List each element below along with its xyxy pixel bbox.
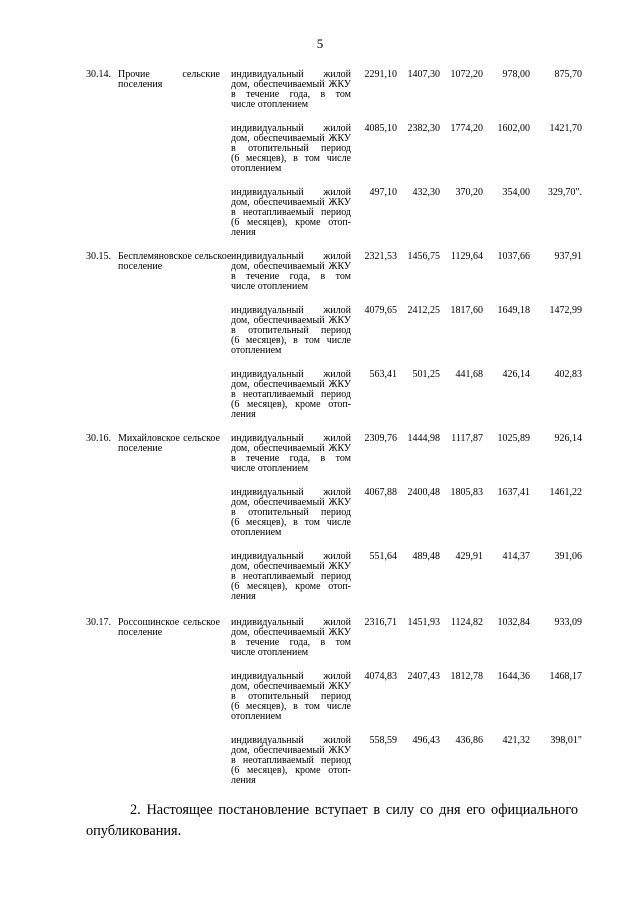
tariff-value: 2309,76 (364, 433, 397, 444)
housing-description-line: дом, обеспечиваемый ЖКУ (231, 443, 351, 454)
housing-description-line: в течение года, в том (231, 637, 351, 648)
housing-description-line: индивидуальный жилой (231, 187, 351, 198)
housing-description-line: в течение года, в том (231, 89, 351, 100)
housing-description-line: ления (231, 227, 256, 238)
tariff-value: 496,43 (412, 735, 440, 746)
housing-description-line: индивидуальный жилой (231, 671, 351, 682)
settlement-name (118, 251, 232, 272)
tariff-value: 421,32 (502, 735, 530, 746)
tariff-value: 1774,20 (450, 123, 483, 134)
tariff-value: 4067,88 (364, 487, 397, 498)
housing-description-line: дом, обеспечиваемый ЖКУ (231, 79, 351, 90)
tariff-value: 558,59 (369, 735, 397, 746)
housing-description-line: дом, обеспечиваемый ЖКУ (231, 497, 351, 508)
tariff-value: 414,37 (502, 551, 530, 562)
housing-description-line: числе отоплением (231, 281, 309, 292)
settlement-name-line: Россошинское сельское (118, 617, 220, 628)
tariff-value: 4074,83 (364, 671, 397, 682)
tariff-value: 497,10 (369, 187, 397, 198)
tariff-value: 563,41 (369, 369, 397, 380)
tariff-value: 1421,70 (549, 123, 582, 134)
row-number: 30.14. (86, 69, 111, 80)
housing-description-line: (6 месяцев), в том числе (231, 153, 351, 164)
tariff-value: 1037,66 (497, 251, 530, 262)
housing-description-line: (6 месяцев), кроме отоп- (231, 581, 351, 592)
settlement-name (118, 434, 220, 454)
tariff-value: 1124,82 (450, 617, 483, 628)
tariff-value: 1805,83 (450, 487, 483, 498)
tariff-value: 937,91 (554, 251, 582, 262)
housing-description-line: ления (231, 775, 256, 786)
closing-clause-line-1: 2. Настоящее постановление вступает в силу со дня его официального (130, 802, 578, 818)
tariff-value: 1407,30 (407, 69, 440, 80)
housing-description-line: индивидуальный жилой (231, 433, 351, 444)
tariff-value: 1637,41 (497, 487, 530, 498)
housing-description-line: числе отоплением (231, 463, 309, 474)
housing-description-line: ления (231, 409, 256, 420)
tariff-value: 875,70 (554, 69, 582, 80)
housing-description-line: в неотапливаемый период (231, 571, 351, 582)
housing-description-line: в неотапливаемый период (231, 755, 351, 766)
tariff-value: 2382,30 (407, 123, 440, 134)
tariff-value: 402,83 (554, 369, 582, 380)
tariff-value: 1444,98 (407, 433, 440, 444)
housing-description-line: отоплением (231, 345, 282, 356)
housing-description-line: в течение года, в том (231, 271, 351, 282)
tariff-value: 501,25 (412, 369, 440, 380)
housing-description-line: отоплением (231, 527, 282, 538)
settlement-name-line: поселение (118, 443, 163, 454)
housing-description-line: дом, обеспечиваемый ЖКУ (231, 681, 351, 692)
tariff-value: 1032,84 (497, 617, 530, 628)
tariff-value: 329,70". (547, 187, 582, 198)
tariff-value: 1117,87 (451, 433, 483, 444)
housing-description-line: индивидуальный жилой (231, 735, 351, 746)
tariff-value: 2412,25 (407, 305, 440, 316)
housing-description-line: в неотапливаемый период (231, 207, 351, 218)
tariff-value: 926,14 (554, 433, 582, 444)
settlement-name-line: Михайловское сельское (118, 433, 220, 444)
closing-clause-line-2: опубликования. (86, 823, 182, 839)
housing-description-line: индивидуальный жилой (231, 617, 351, 628)
tariff-value: 441,68 (455, 369, 483, 380)
tariff-value: 1817,60 (450, 305, 483, 316)
row-number: 30.17. (86, 617, 111, 628)
tariff-value: 1602,00 (497, 123, 530, 134)
tariff-value: 1472,99 (549, 305, 582, 316)
housing-description-line: дом, обеспечиваемый ЖКУ (231, 261, 351, 272)
housing-description-line: индивидуальный жилой (231, 123, 351, 134)
settlement-name-line: поселения (118, 79, 163, 90)
housing-description-line: индивидуальный жилой (231, 551, 351, 562)
housing-description-line: (6 месяцев), кроме отоп- (231, 765, 351, 776)
housing-description-line: дом, обеспечиваемый ЖКУ (231, 627, 351, 638)
tariff-value: 426,14 (502, 369, 530, 380)
housing-description-line: в течение года, в том (231, 453, 351, 464)
tariff-value: 370,20 (455, 187, 483, 198)
housing-description-line: дом, обеспечиваемый ЖКУ (231, 133, 351, 144)
tariff-value: 1456,75 (407, 251, 440, 262)
housing-description-line: дом, обеспечиваемый ЖКУ (231, 745, 351, 756)
housing-description-line: числе отоплением (231, 99, 309, 110)
housing-description-line: индивидуальный жилой (231, 251, 351, 262)
housing-description-line: в отопительный период (231, 143, 351, 154)
housing-description-line: в неотапливаемый период (231, 389, 351, 400)
housing-description-line: дом, обеспечиваемый ЖКУ (231, 379, 351, 390)
row-number: 30.15. (86, 251, 111, 262)
housing-description-line: ления (231, 591, 256, 602)
settlement-name-line: поселение (118, 627, 163, 638)
tariff-value: 933,09 (554, 617, 582, 628)
settlement-name-line: Прочие сельские (118, 69, 220, 80)
housing-description-line: в отопительный период (231, 507, 351, 518)
tariff-value: 551,64 (369, 551, 397, 562)
tariff-value: 4085,10 (364, 123, 397, 134)
tariff-value: 2316,71 (364, 617, 397, 628)
housing-description-line: в отопительный период (231, 691, 351, 702)
tariff-value: 398,01" (550, 735, 582, 746)
tariff-value: 4079,65 (364, 305, 397, 316)
tariff-value: 1649,18 (497, 305, 530, 316)
tariff-value: 2291,10 (364, 69, 397, 80)
tariff-value: 489,48 (412, 551, 440, 562)
row-number: 30.16. (86, 433, 111, 444)
tariff-value: 978,00 (502, 69, 530, 80)
housing-description-line: отоплением (231, 711, 282, 722)
housing-description-line: (6 месяцев), кроме отоп- (231, 217, 351, 228)
housing-description-line: в отопительный период (231, 325, 351, 336)
page-number: 5 (316, 36, 324, 51)
housing-description-line: (6 месяцев), кроме отоп- (231, 399, 351, 410)
tariff-value: 436,86 (455, 735, 483, 746)
tariff-value: 354,00 (502, 187, 530, 198)
housing-description-line: индивидуальный жилой (231, 487, 351, 498)
housing-description-line: дом, обеспечиваемый ЖКУ (231, 197, 351, 208)
housing-description-line: дом, обеспечиваемый ЖКУ (231, 315, 351, 326)
tariff-value: 2321,53 (364, 251, 397, 262)
housing-description-line: индивидуальный жилой (231, 69, 351, 80)
tariff-value: 2407,43 (407, 671, 440, 682)
tariff-value: 1451,93 (407, 617, 440, 628)
tariff-value: 391,06 (554, 551, 582, 562)
tariff-value: 1129,64 (450, 251, 483, 262)
settlement-name-line: поселение (118, 261, 163, 272)
housing-description-line: (6 месяцев), в том числе (231, 335, 351, 346)
settlement-name-line: Бесплемяновское сельское (118, 251, 232, 262)
closing-clause (86, 800, 578, 842)
tariff-value: 429,91 (455, 551, 483, 562)
housing-description-line: отоплением (231, 163, 282, 174)
tariff-value: 2400,48 (407, 487, 440, 498)
tariff-value: 1812,78 (450, 671, 483, 682)
tariff-value: 1025,89 (497, 433, 530, 444)
housing-description-line: индивидуальный жилой (231, 369, 351, 380)
settlement-name (118, 618, 220, 638)
housing-description-line: индивидуальный жилой (231, 305, 351, 316)
housing-description-line: (6 месяцев), в том числе (231, 701, 351, 712)
housing-description-line: дом, обеспечиваемый ЖКУ (231, 561, 351, 572)
housing-description-line: (6 месяцев), в том числе (231, 517, 351, 528)
tariff-value: 1468,17 (549, 671, 582, 682)
tariff-value: 1461,22 (549, 487, 582, 498)
settlement-name (118, 70, 220, 90)
tariff-value: 1072,20 (450, 69, 483, 80)
tariff-value: 432,30 (412, 187, 440, 198)
housing-description-line: числе отоплением (231, 647, 309, 658)
tariff-value: 1644,36 (497, 671, 530, 682)
